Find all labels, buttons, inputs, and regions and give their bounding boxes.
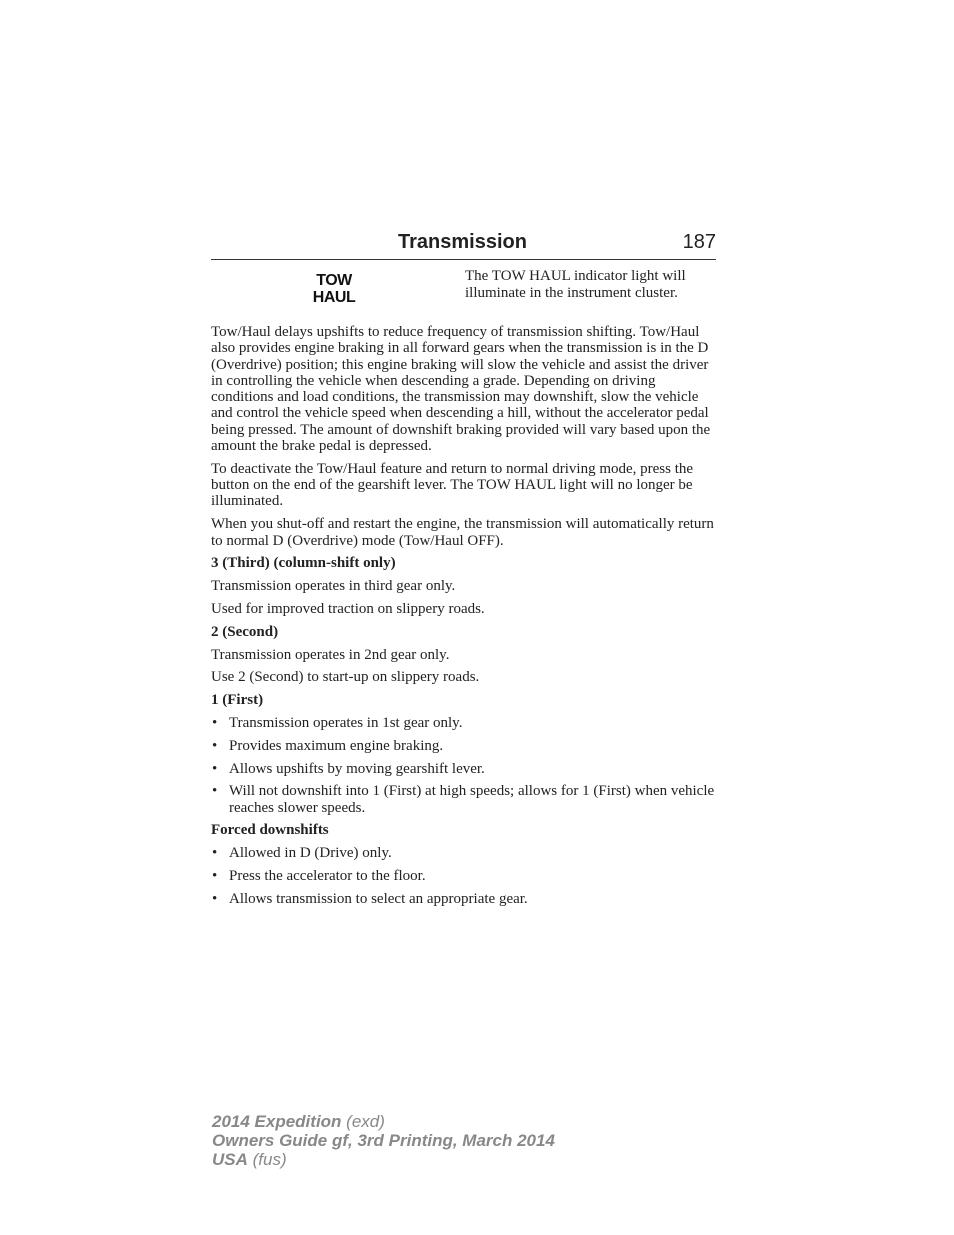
page-header bbox=[211, 229, 716, 260]
footer-line-1: 2014 Expedition (exd) bbox=[212, 1112, 385, 1131]
list-item: • Transmission operates in 1st gear only. bbox=[212, 714, 463, 731]
paragraph-second-2: Use 2 (Second) to start-up on slippery roads. bbox=[211, 669, 480, 686]
heading-second: 2 (Second) bbox=[211, 623, 279, 640]
indicator-description: The TOW HAUL indicator light will illuminate in the instrument cluster. bbox=[465, 268, 686, 301]
list-item: • Provides maximum engine braking. bbox=[212, 737, 444, 754]
footer-line-2: Owners Guide gf, 3rd Printing, March 2014 bbox=[212, 1131, 555, 1150]
bullet-icon: • bbox=[212, 737, 218, 754]
bullet-icon: • bbox=[212, 714, 218, 731]
forced-bullet-list bbox=[211, 845, 721, 907]
tow-haul-icon bbox=[311, 272, 357, 306]
footer-line-3: USA (fus) bbox=[212, 1150, 287, 1169]
bullet-icon: • bbox=[212, 890, 218, 907]
tow-haul-icon-line1: TOW bbox=[316, 272, 352, 289]
list-item: • Will not downshift into 1 (First) at high speeds; allows for 1 (First) when vehicle reaches slower speeds. bbox=[212, 783, 715, 816]
paragraph-second-1: Transmission operates in 2nd gear only. bbox=[211, 646, 450, 663]
body-text bbox=[211, 324, 721, 914]
paragraph-tow-haul: Tow/Haul delays upshifts to reduce frequency of transmission shifting. Tow/Haul also provides engine braking in all forward gears when the transmission is in the D (Overdrive) position; this engine braking will slow the vehicle and assist the driver in controlling the vehicle when descending a grade. Depending on driving conditions and load conditions, the transmission may downshift, slow the vehicle and control the vehicle speed when descending a hill, without the accelerator pedal being pressed. The amount of downshift braking provided will vary based upon the amount the brake pedal is depressed. bbox=[211, 324, 711, 455]
heading-first: 1 (First) bbox=[211, 692, 264, 709]
section-title: Transmission bbox=[398, 231, 527, 253]
bullet-icon: • bbox=[212, 783, 218, 800]
heading-forced-downshifts: Forced downshifts bbox=[211, 822, 329, 839]
list-item: • Allowed in D (Drive) only. bbox=[212, 845, 392, 862]
bullet-icon: • bbox=[212, 845, 218, 862]
page-number: 187 bbox=[682, 231, 716, 253]
paragraph-third-1: Transmission operates in third gear only. bbox=[211, 578, 456, 595]
first-bullet-list bbox=[211, 715, 721, 816]
list-item: • Press the accelerator to the floor. bbox=[212, 868, 426, 885]
list-item: • Allows transmission to select an appropriate gear. bbox=[212, 890, 528, 907]
tow-haul-icon-line2: HAUL bbox=[312, 289, 356, 306]
heading-third: 3 (Third) (column-shift only) bbox=[211, 555, 396, 572]
paragraph-third-2: Used for improved traction on slippery roads. bbox=[211, 600, 485, 617]
paragraph-deactivate: To deactivate the Tow/Haul feature and return to normal driving mode, press the button on the end of the gearshift lever. The TOW HAUL light will no longer be illuminated. bbox=[211, 460, 694, 510]
paragraph-restart: When you shut-off and restart the engine, the transmission will automatically return to normal D (Overdrive) mode (Tow/Haul OFF). bbox=[211, 516, 714, 549]
page-footer bbox=[212, 1112, 555, 1169]
bullet-icon: • bbox=[212, 760, 218, 777]
bullet-icon: • bbox=[212, 868, 218, 885]
list-item: • Allows upshifts by moving gearshift lever. bbox=[212, 760, 485, 777]
